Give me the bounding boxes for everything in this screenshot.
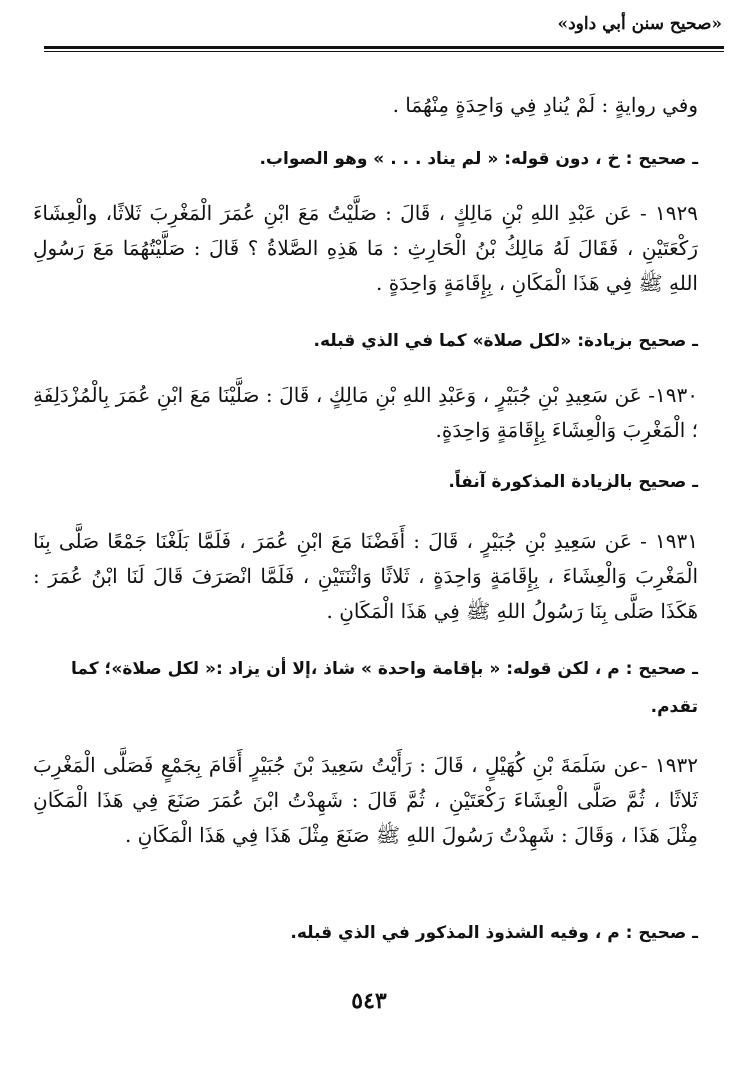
header-rule-thin	[44, 51, 724, 52]
page-number: ٥٤٣	[351, 988, 387, 1014]
grading-note-1932: ـ صحيح : م ، وفيه الشذوذ المذكور في الذي قبله.	[290, 923, 698, 943]
grading-note: ـ صحيح : خ ، دون قوله: « لم يناد . . . » وهو الصواب.	[259, 149, 698, 169]
hadith-1930: ١٩٣٠- عَن سَعِيدِ بْنِ جُبَيْرٍ ، وَعَبْدِ اللهِ بْنِ مَالِكٍ ، قَالَ : صَلَّيْنَا مَعَ ابْنِ عُمَرَ بِالْمُزْدَلِفَةِ ؛ الْمَغْرِبَ وَالْعِشَاءَ بِإِقَامَةٍ وَاحِدَةٍ.	[33, 383, 698, 442]
running-header-title: «صحيح سنن أبي داود»	[557, 14, 722, 34]
narration-variant: وفي روايةٍ : لَمْ يُنادِ فِي وَاحِدَةٍ مِنْهُمَا .	[392, 93, 698, 117]
grading-note-1929: ـ صحيح بزيادة: «لكل صلاة» كما في الذي قبله.	[313, 331, 698, 351]
hadith-1932: ١٩٣٢ -عن سَلَمَةَ بْنِ كُهَيْلٍ ، قَالَ : رَأَيْتُ سَعِيدَ بْنَ جُبَيْرٍ أَقَامَ بِجَمْعٍ فَصَلَّى الْمَغْرِبَ ثَلاثًا ، ثُمَّ صَلَّى الْعِشَاءَ رَكْعَتَيْنِ ، ثُمَّ قَالَ : شَهِدْتُ ابْنَ عُمَرَ صَنَعَ فِي هَذَا الْمَكَانِ مِثْلَ هَذَا ، وَقَالَ : شَهِدْتُ رَسُولَ اللهِ ﷺ صَنَعَ مِثْلَ هَذَا فِي هَذَا الْمَكَانِ .	[33, 753, 698, 847]
grading-note-1931: ـ صحيح : م ، لكن قوله: « بإقامة واحدة » شاذ ،إلا أن يزاد :« لكل صلاة»؛ كما تقدم.	[70, 659, 698, 717]
header-rule	[44, 46, 724, 49]
hadith-1931: ١٩٣١ - عَن سَعِيدِ بْنِ جُبَيْرٍ ، قَالَ : أَفَضْنَا مَعَ ابْنِ عُمَرَ ، فَلَمَّا بَلَغْنَا جَمْعًا صَلَّى بِنَا الْمَغْرِبَ وَالْعِشَاءَ ، بِإِقَامَةٍ وَاحِدَةٍ ، ثَلاثًا وَاثْنَتَيْنِ ، فَلَمَّا انْصَرَفَ قَالَ لَنَا ابْنُ عُمَرَ : هَكَذَا صَلَّى بِنَا رَسُولُ اللهِ ﷺ فِي هَذَا الْمَكَانِ .	[33, 529, 698, 623]
hadith-1929: ١٩٢٩ - عَن عَبْدِ اللهِ بْنِ مَالِكٍ ، قَالَ : صَلَّيْتُ مَعَ ابْنِ عُمَرَ الْمَغْرِبَ ثَلاثًا، والْعِشَاءَ رَكْعَتَيْنِ ، فَقَالَ لَهُ مَالِكُ بْنُ الْحَارِثِ : مَا هَذِهِ الصَّلاةُ ؟ قَالَ : صَلَّيْتُهُمَا مَعَ رَسُولِ اللهِ ﷺ فِي هَذَا الْمَكَانِ ، بِإِقَامَةٍ وَاحِدَةٍ .	[33, 201, 698, 295]
grading-note-1930: ـ صحيح بالزيادة المذكورة آنفاً.	[448, 472, 698, 492]
